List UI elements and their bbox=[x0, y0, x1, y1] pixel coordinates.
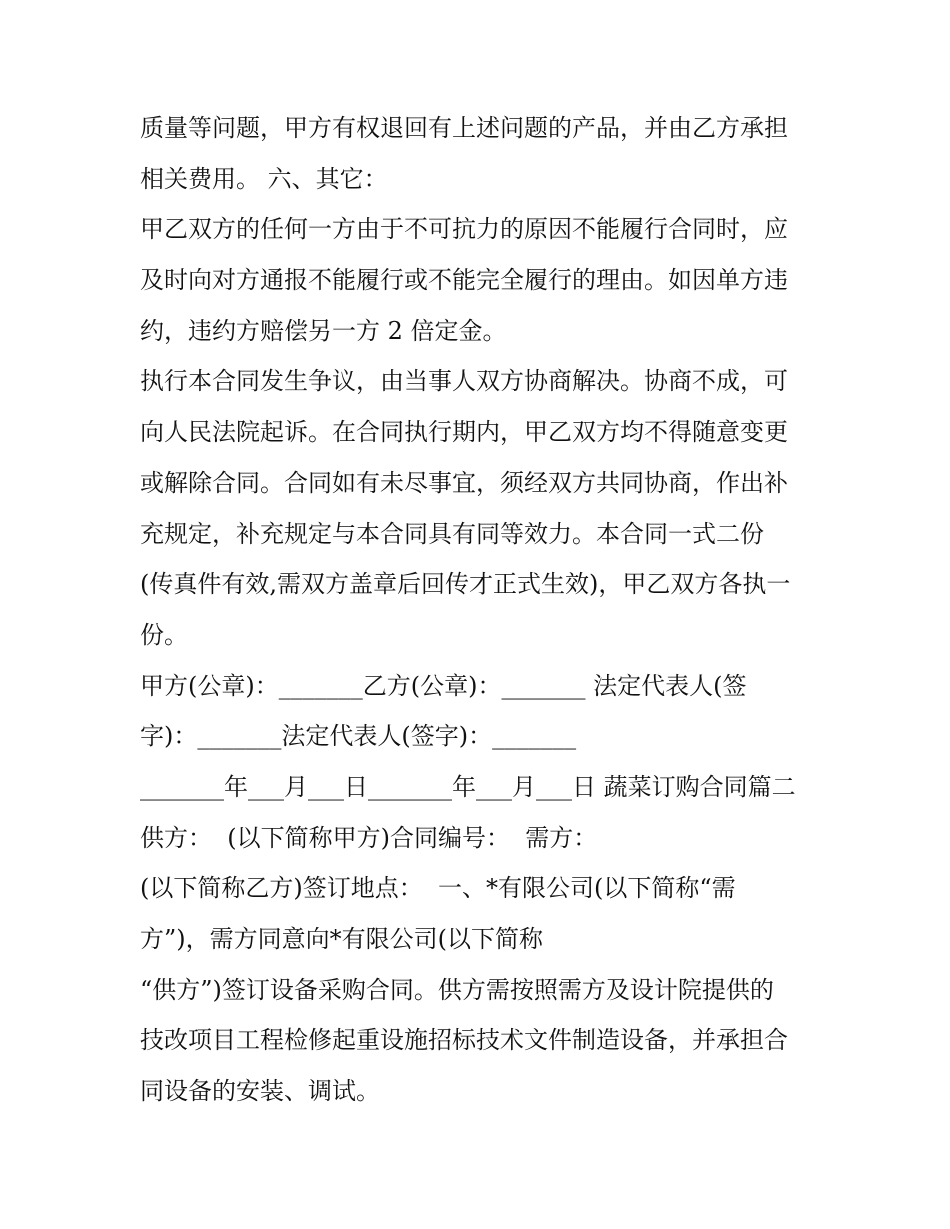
date-line: _______年___月___日_______年___月___日 蔬菜订购合同篇二 bbox=[140, 772, 796, 801]
signature-line: 字)：_______法定代表人(签字)：_______ bbox=[140, 722, 577, 751]
text-line: 同设备的安装、调试。 bbox=[140, 1077, 380, 1106]
text-line: 执行本合同发生争议，由当事人双方协商解决。协商不成，可 bbox=[140, 367, 788, 396]
text-line: 技改项目工程检修起重设施招标技术文件制造设备，并承担合 bbox=[140, 1026, 788, 1055]
text-line: (传真件有效,需双方盖章后回传才正式生效)，甲乙双方各执一 bbox=[140, 570, 791, 599]
text-line: 质量等问题，甲方有权退回有上述问题的产品，并由乙方承担 bbox=[140, 114, 788, 142]
text-line: 份。 bbox=[140, 620, 188, 649]
text-line: (以下简称乙方)签订地点： 一、*有限公司(以下简称“需 bbox=[140, 874, 736, 903]
text-line: 或解除合同。合同如有未尽事宜，须经双方共同协商，作出补 bbox=[140, 468, 788, 497]
text-line: 方”)，需方同意向*有限公司(以下简称 bbox=[140, 925, 543, 953]
text-line: 及时向对方通报不能履行或不能完全履行的理由。如因单方违 bbox=[140, 266, 788, 295]
contract-text bbox=[140, 103, 830, 1117]
text-line: 供方： (以下简称甲方)合同编号： 需方： bbox=[140, 823, 598, 852]
text-line: 充规定，补充规定与本合同具有同等效力。本合同一式二份 bbox=[140, 519, 764, 548]
text-line: 约，违约方赔偿另一方 2 倍定金。 bbox=[140, 316, 507, 345]
text-line: 相关费用。 六、其它： bbox=[140, 164, 388, 193]
text-line: “供方”)签订设备采购合同。供方需按照需方及设计院提供的 bbox=[140, 975, 774, 1004]
text-line: 甲乙双方的任何一方由于不可抗力的原因不能履行合同时，应 bbox=[140, 215, 788, 244]
text-line: 向人民法院起诉。在合同执行期内，甲乙双方均不得随意变更 bbox=[140, 418, 788, 447]
signature-line: 甲方(公章)：_______乙方(公章)：_______ 法定代表人(签 bbox=[140, 671, 747, 700]
